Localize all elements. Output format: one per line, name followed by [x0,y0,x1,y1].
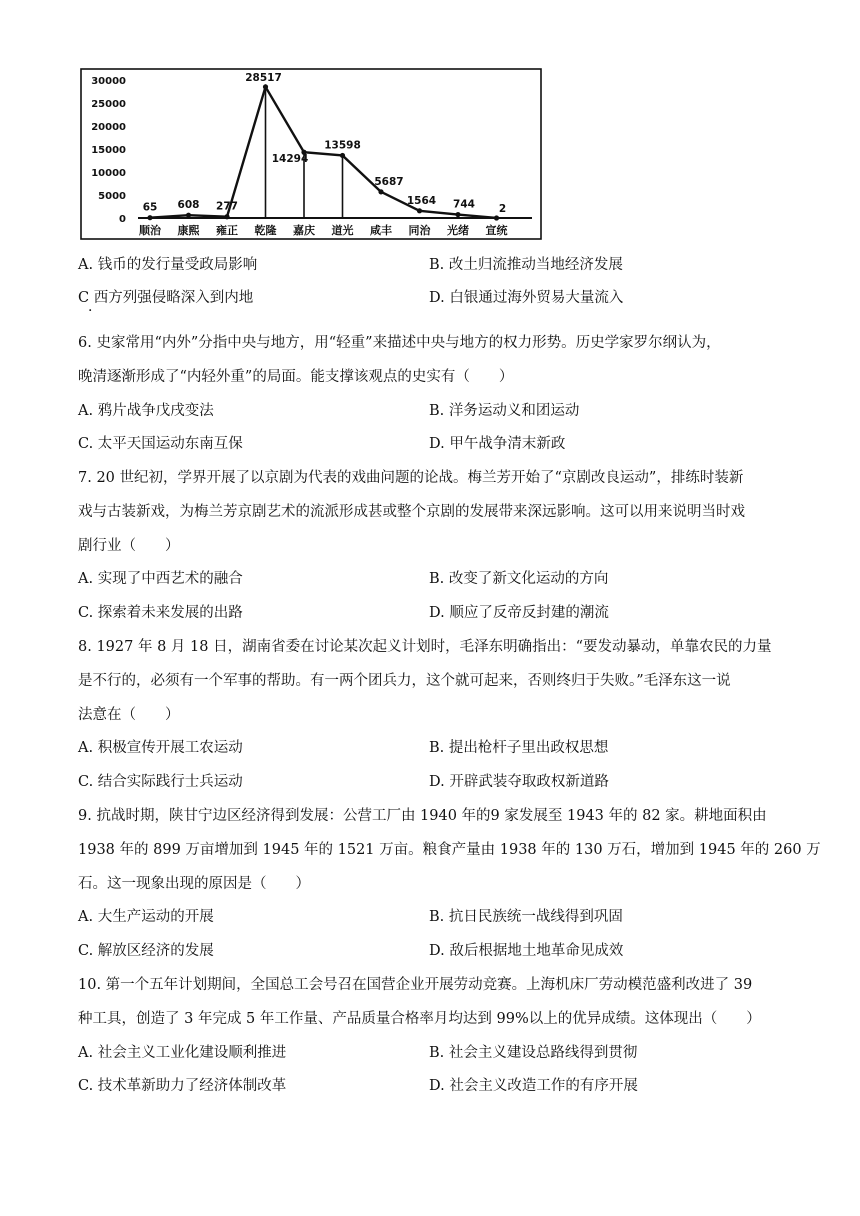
q5-option-c[interactable]: C 西方列强侵略深入到内地 [78,290,254,306]
q10-option-b[interactable]: B. 社会主义建设总路线得到贯彻 [429,1045,638,1061]
data-point [378,189,383,194]
x-tick-label: 嘉庆 [293,224,315,237]
q6-option-c[interactable]: C. 太平天国运动东南互保 [78,436,243,452]
y-tick-label: 15000 [91,145,126,156]
data-label: 13598 [324,139,361,152]
q8-stem-line: 8. 1927 年 8 月 18 日，湖南省委在讨论某次起义计划时，毛泽东明确指出：“要发动暴动，单靠农民的力量 [78,639,772,655]
q7-option-b[interactable]: B. 改变了新文化运动的方向 [429,571,609,587]
q9-stem-line: 石。这一现象出现的原因是（ ） [78,876,310,892]
q7-option-c[interactable]: C. 探索着未来发展的出路 [78,605,243,621]
q6-stem-line: 晚清逐渐形成了“内轻外重”的局面。能支撑该观点的史实有（ ） [78,369,514,385]
q9-option-b[interactable]: B. 抗日民族统一战线得到巩固 [429,909,623,925]
q9-stem-line: 9. 抗战时期，陕甘宁边区经济得到发展：公营工厂由 1940 年的9 家发展至 1943 年的 82 家。耕地面积由 [78,808,767,824]
data-label: 65 [142,201,158,214]
q6-option-a[interactable]: A. 鸦片战争戊戌变法 [78,403,214,419]
y-tick-label: 20000 [91,122,126,133]
stray-dot-mark: · [88,303,93,319]
data-point [494,215,499,220]
data-point [224,214,229,219]
data-point [263,84,268,89]
q7-option-d[interactable]: D. 顺应了反帝反封建的潮流 [429,605,609,621]
data-label: 14294 [271,153,309,166]
q9-option-d[interactable]: D. 敌后根据地土地革命见成效 [429,943,624,959]
x-tick-label: 乾隆 [254,224,277,237]
data-label: 277 [216,200,238,213]
data-point [340,153,345,158]
x-tick-label: 同治 [408,224,431,237]
x-tick-label: 顺治 [139,224,161,237]
q10-option-c[interactable]: C. 技术革新助力了经济体制改革 [78,1078,287,1094]
q7-stem-line: 7. 20 世纪初，学界开展了以京剧为代表的戏曲问题的论战。梅兰芳开始了“京剧改良运动”，排练时装新 [78,470,744,486]
q6-stem-line: 6. 史家常用“内外”分指中央与地方，用“轻重”来描述中央与地方的权力形势。历史学家罗尔纲认为， [78,335,721,351]
q9-option-a[interactable]: A. 大生产运动的开展 [78,909,214,925]
q6-option-d[interactable]: D. 甲午战争清末新政 [429,436,566,452]
q7-option-a[interactable]: A. 实现了中西艺术的融合 [78,571,243,587]
q10-stem-line: 种工具，创造了 3 年完成 5 年工作量、产品质量合格率月均达到 99%以上的优异成绩。这体现出（ ） [78,1011,761,1027]
q5-option-a[interactable]: A. 钱币的发行量受政局影响 [78,257,258,273]
x-tick-label: 康熙 [177,224,200,237]
q5-option-b[interactable]: B. 改土归流推动当地经济发展 [429,257,623,273]
y-tick-label: 0 [119,214,126,225]
q8-option-a[interactable]: A. 积极宣传开展工农运动 [78,740,243,756]
data-label: 744 [453,198,475,211]
q7-stem-line: 剧行业（ ） [78,538,180,554]
y-tick-label: 10000 [91,168,126,179]
data-point [417,208,422,213]
q8-option-b[interactable]: B. 提出枪杆子里出政权思想 [429,740,609,756]
series-line [150,87,497,218]
data-label: 28517 [245,71,282,84]
q10-option-a[interactable]: A. 社会主义工业化建设顺利推进 [78,1045,287,1061]
x-tick-label: 宣统 [485,224,508,237]
q8-stem-line: 法意在（ ） [78,707,180,723]
q8-option-c[interactable]: C. 结合实际践行士兵运动 [78,774,243,790]
x-tick-label: 光绪 [447,224,469,237]
x-tick-label: 道光 [331,224,354,237]
q9-option-c[interactable]: C. 解放区经济的发展 [78,943,214,959]
y-tick-label: 5000 [98,191,126,202]
x-tick-label: 雍正 [216,224,238,237]
silver-line-chart [80,68,542,240]
y-tick-label: 30000 [91,76,126,87]
data-point [186,213,191,218]
data-point [147,215,152,220]
x-tick-label: 咸丰 [370,224,392,237]
q8-option-d[interactable]: D. 开辟武装夺取政权新道路 [429,774,609,790]
q6-option-b[interactable]: B. 洋务运动义和团运动 [429,403,580,419]
q10-option-d[interactable]: D. 社会主义改造工作的有序开展 [429,1078,638,1094]
q8-stem-line: 是不行的，必须有一个军事的帮助。有一两个团兵力，这个就可起来，否则终归于失败。”毛泽东这一说 [78,673,731,689]
q5-option-d[interactable]: D. 白银通过海外贸易大量流入 [429,290,624,306]
data-label: 5687 [374,175,404,188]
data-point [455,212,460,217]
q7-stem-line: 戏与古装新戏，为梅兰芳京剧艺术的流派形成甚或整个京剧的发展带来深远影响。这可以用来说明当时戏 [78,504,745,520]
q9-stem-line: 1938 年的 899 万亩增加到 1945 年的 1521 万亩。粮食产量由 1938 年的 130 万石，增加到 1945 年的 260 万 [78,842,821,858]
data-label: 608 [177,199,200,212]
data-label: 2 [498,202,507,215]
data-label: 1564 [406,194,437,207]
y-tick-label: 25000 [91,99,126,110]
q10-stem-line: 10. 第一个五年计划期间，全国总工会号召在国营企业开展劳动竞赛。上海机床厂劳动模范盛利改进了 39 [78,977,753,993]
chart-svg [80,68,542,240]
